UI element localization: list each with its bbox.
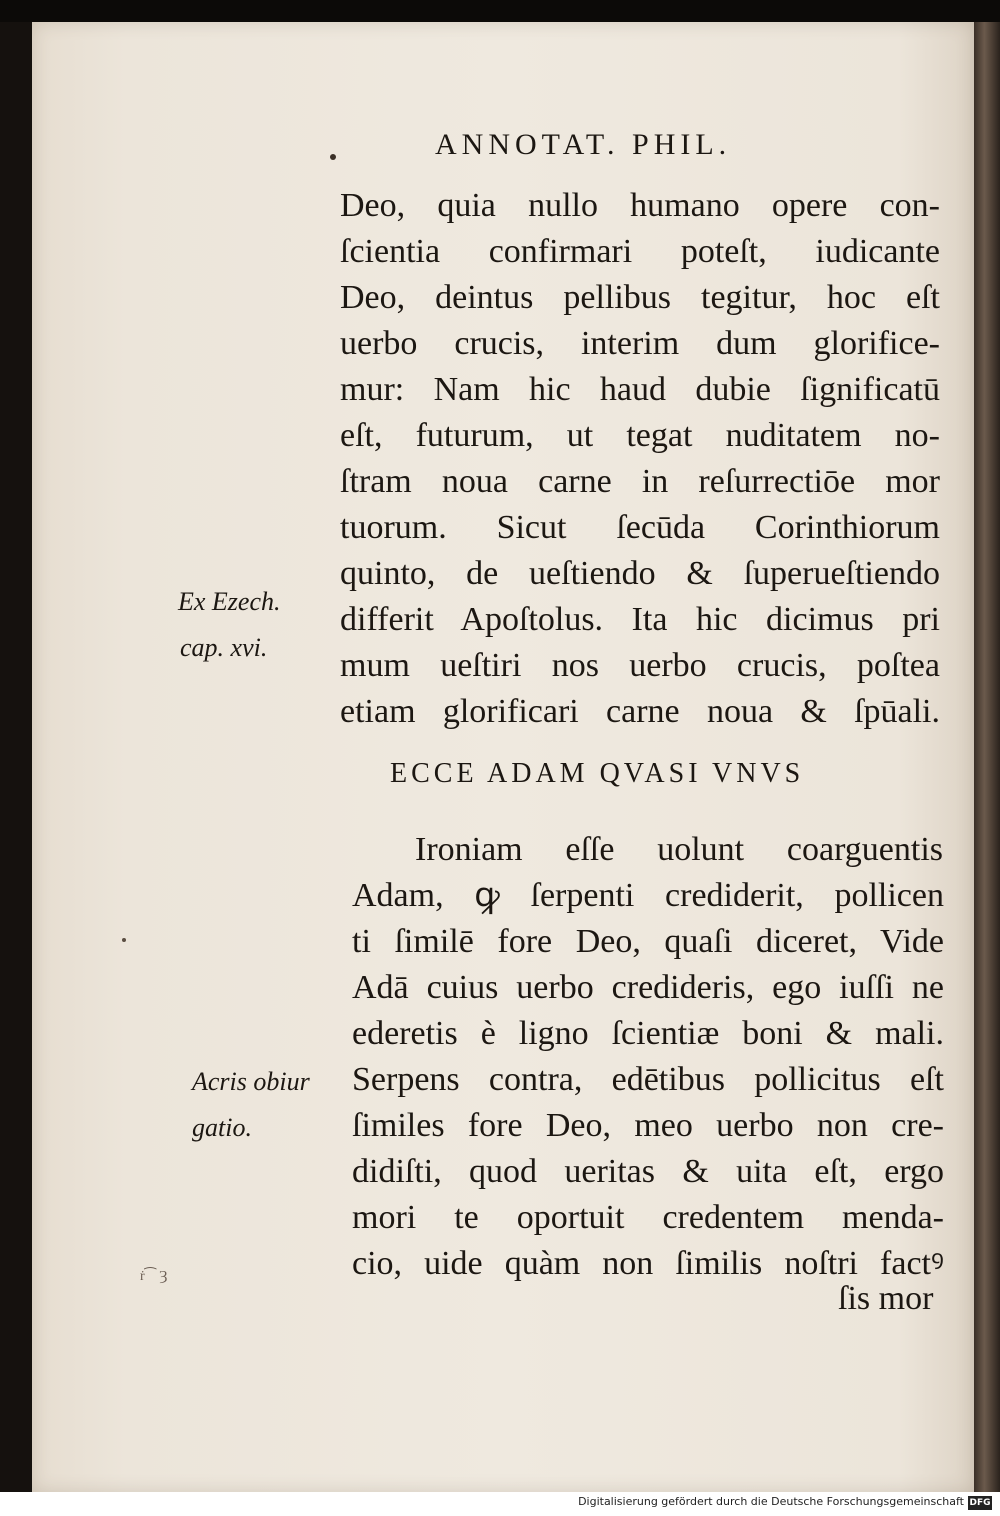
- catchword: ſis mor: [838, 1280, 934, 1317]
- digitization-footer: [0, 1492, 1000, 1516]
- paragraph-1-line: ſtram noua carne in reſurrectiōe mor: [340, 463, 940, 500]
- stray-ink-mark: ṙ⁀ Ȝ: [140, 1269, 168, 1284]
- running-head-ornament-dot: [330, 154, 336, 160]
- paragraph-1-line: Deo, deintus pellibus tegitur, hoc eſt: [340, 279, 940, 316]
- paragraph-1-line: tuorum. Sicut ſecūda Corinthiorum: [340, 509, 940, 546]
- paragraph-1-line: mur: Nam hic haud dubie ſignificatū: [340, 371, 940, 408]
- paragraph-2-line: Adā cuius uerbo credideris, ego iuſſi ne: [352, 969, 944, 1006]
- scan-top-edge: [0, 0, 1000, 22]
- paragraph-1-line: quinto, de ueſtiendo & ſuperueſtiendo: [340, 555, 940, 592]
- section-heading: ECCE ADAM QVASI VNVS: [390, 758, 805, 789]
- paragraph-2-line: mori te oportuit credentem menda-: [352, 1199, 944, 1236]
- paragraph-1-line: ſcientia confirmari poteſt, iudicante: [340, 233, 940, 270]
- paragraph-2-line: Adam, ꝙ ſerpenti crediderit, pollicen: [352, 877, 944, 914]
- running-head: ANNOTAT. PHIL.: [435, 128, 732, 161]
- margin-note-1-line-1: Ex Ezech.: [178, 587, 281, 616]
- paragraph-1-line: uerbo crucis, interim dum glorifice-: [340, 325, 940, 362]
- paragraph-1-line: eſt, futurum, ut tegat nuditatem no-: [340, 417, 940, 454]
- paragraph-2-line: ti ſimilē fore Deo, quaſi diceret, Vide: [352, 923, 944, 960]
- margin-note-2-line-2: gatio.: [192, 1113, 252, 1142]
- margin-note-2-line-1: Acris obiur: [192, 1067, 310, 1096]
- paragraph-1-line: etiam glorificari carne noua & ſpūali.: [340, 693, 940, 730]
- paragraph-2-line: Ironiam eſſe uolunt coarguentis: [415, 831, 943, 868]
- paragraph-2-line: cio, uide quàm non ſimilis noſtri factꝰ: [352, 1245, 944, 1282]
- dfg-logo-icon: DFG: [969, 1498, 991, 1508]
- paragraph-1-line: differit Apoſtolus. Ita hic dicimus pri: [340, 601, 940, 638]
- paragraph-2-line: ederetis è ligno ſcientiæ boni & mali.: [352, 1015, 944, 1052]
- paragraph-1-line: Deo, quia nullo humano opere con-: [340, 187, 940, 224]
- footer-credit-text: Digitalisierung gefördert durch die Deutsche Forschungsgemeinschaft: [578, 1495, 964, 1508]
- margin-note-1-line-2: cap. xvi.: [180, 633, 268, 662]
- book-spine-edge: [974, 22, 1000, 1492]
- paragraph-1-line: mum ueſtiri nos uerbo crucis, poſtea: [340, 647, 940, 684]
- paper-speck: [122, 938, 126, 942]
- paragraph-2-line: ſimiles fore Deo, meo uerbo non cre-: [352, 1107, 944, 1144]
- paragraph-2-line: Serpens contra, edētibus pollicitus eſt: [352, 1061, 944, 1098]
- paragraph-2-line: didiſti, quod ueritas & uita eſt, ergo: [352, 1153, 944, 1190]
